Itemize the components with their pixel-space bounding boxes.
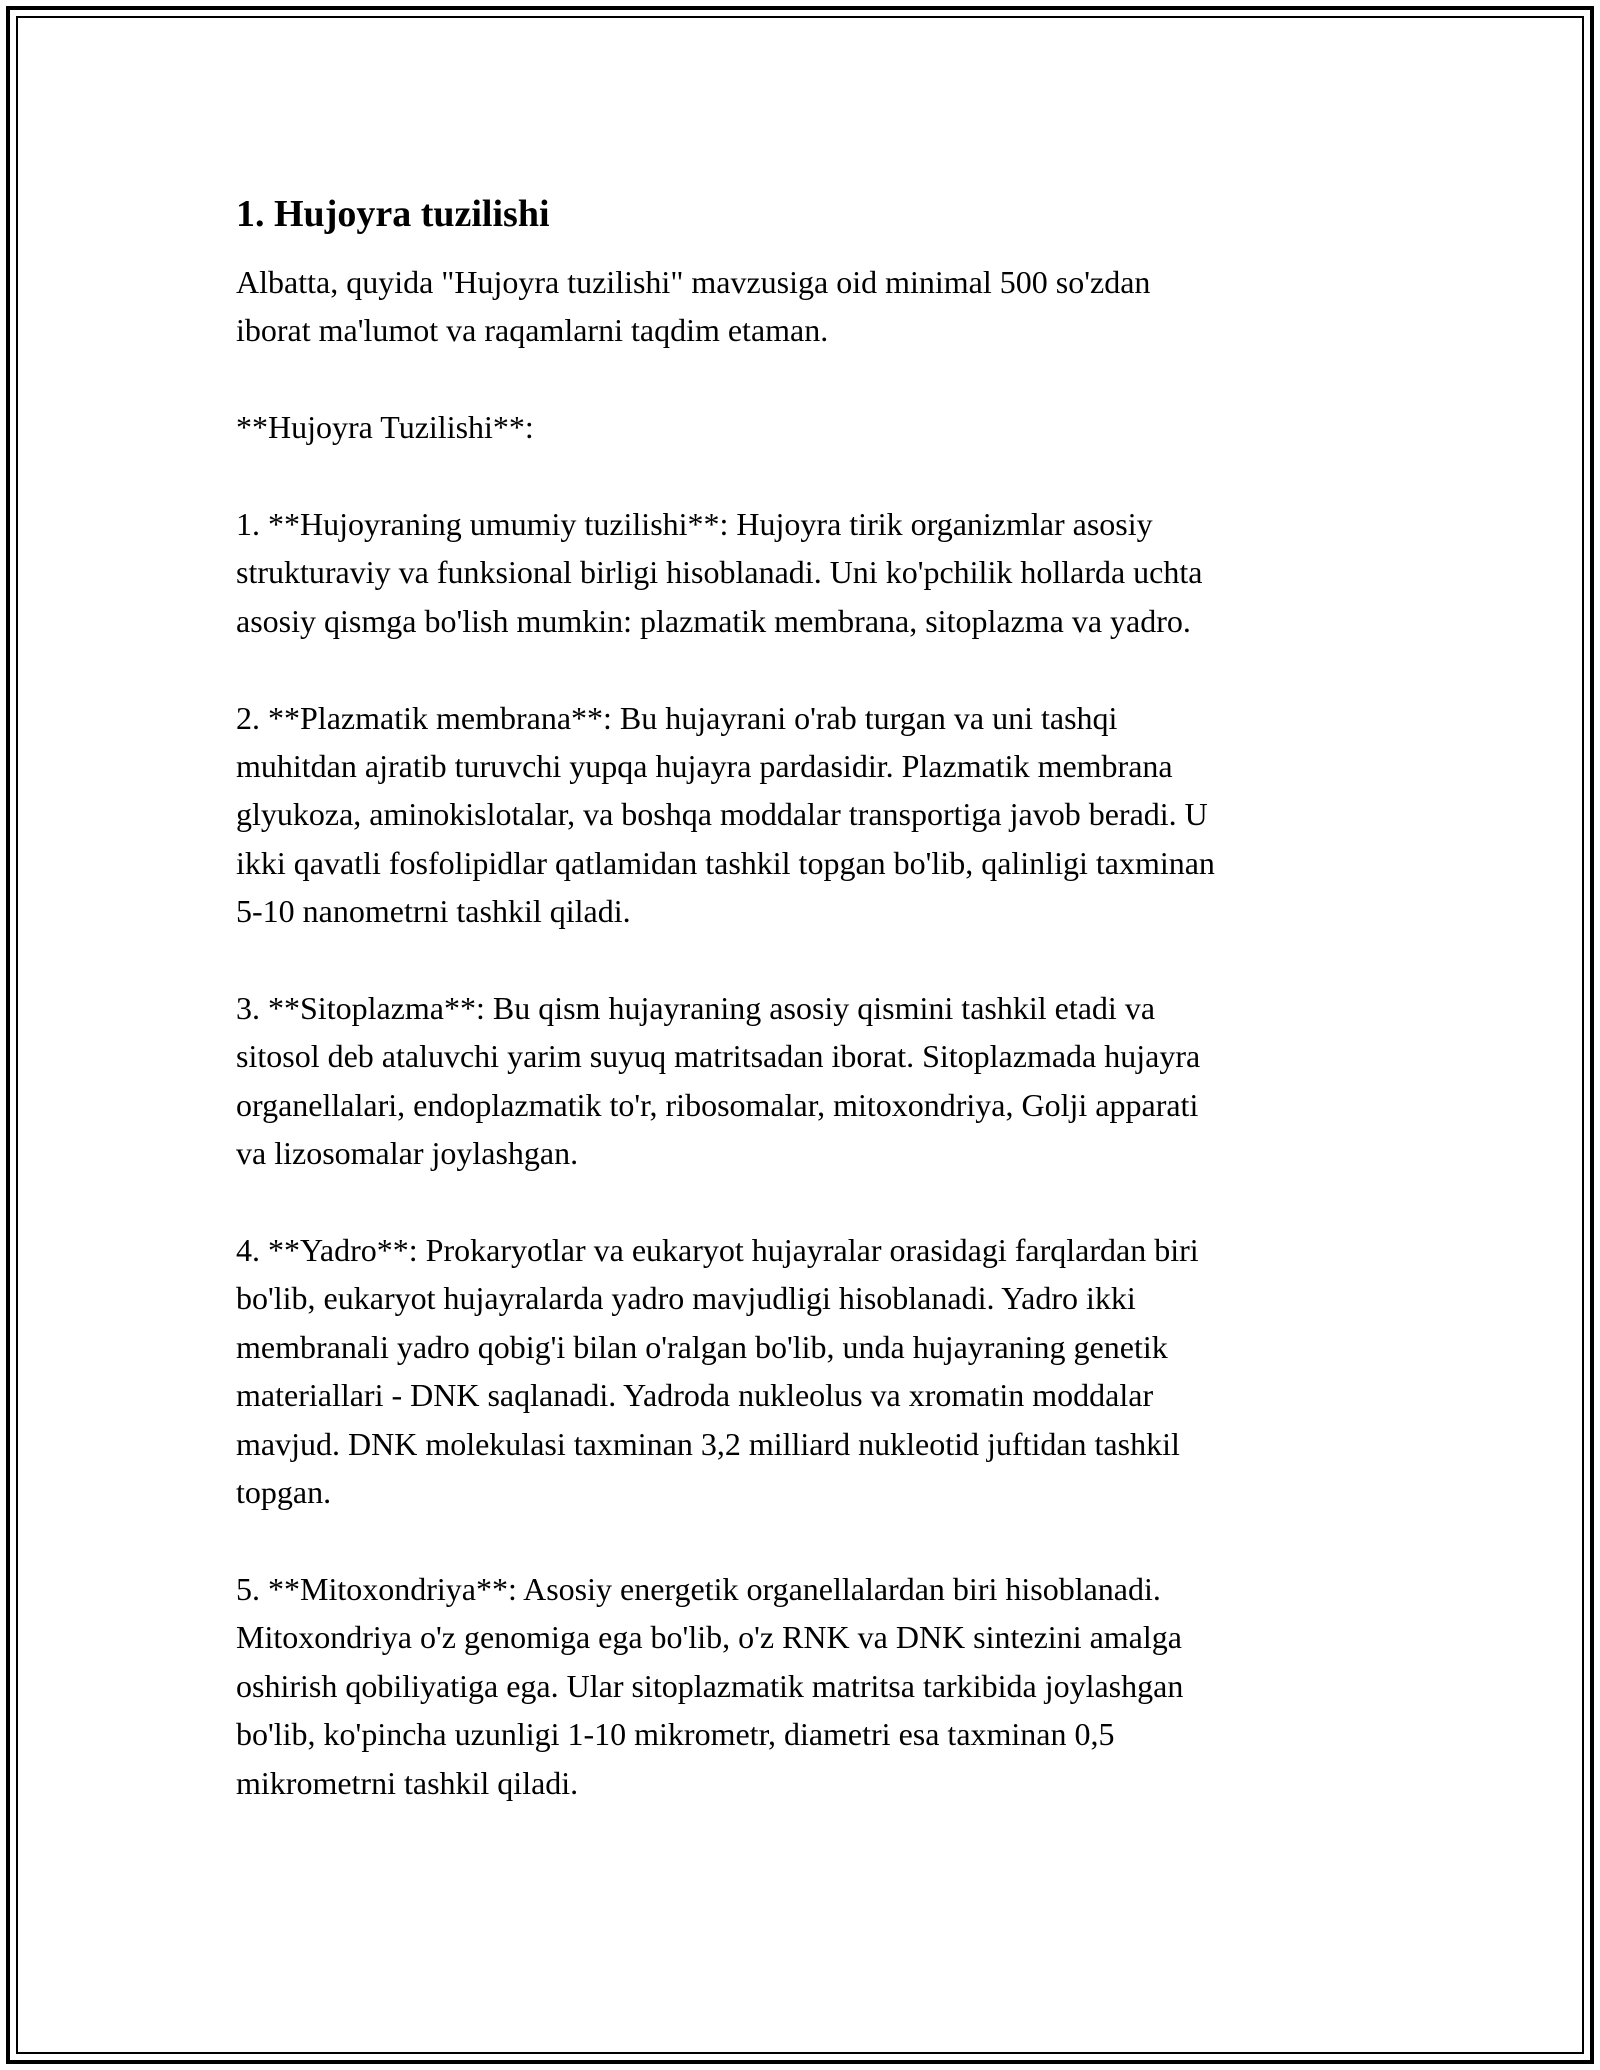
text-line: muhitdan ajratib turuvchi yupqa hujayra pardasidir. Plazmatik membrana (236, 748, 1173, 785)
text-line: 2. **Plazmatik membrana**: Bu hujayrani o'rab turgan va uni tashqi (236, 699, 1118, 736)
text-line: 3. **Sitoplazma**: Bu qism hujayraning asosiy qismini tashkil etadi va (236, 990, 1156, 1027)
text-line: mikrometrni tashkil qiladi. (236, 1764, 579, 1801)
text-line: materiallari - DNK saqlanadi. Yadroda nukleolus va xromatin moddalar (236, 1377, 1154, 1414)
text-line: bo'lib, eukaryot hujayralarda yadro mavjudligi hisoblanadi. Yadro ikki (236, 1280, 1136, 1317)
text-line: 1. **Hujoyraning umumiy tuzilishi**: Hujoyra tirik organizmlar asosiy (236, 506, 1153, 542)
text-line: mavjud. DNK molekulasi taxminan 3,2 milliard nukleotid juftidan tashkil (236, 1425, 1180, 1462)
text-line: strukturaviy va funksional birligi hisoblanadi. Uni ko'pchilik hollarda uchta (236, 554, 1203, 591)
text-line: oshirish qobiliyatiga ega. Ular sitoplazmatik matritsa tarkibida joylashgan (236, 1667, 1184, 1704)
paragraph (236, 1565, 1366, 1807)
document-body (236, 186, 1366, 1855)
paragraph (236, 694, 1366, 936)
paragraph (236, 500, 1366, 645)
paragraph (236, 403, 1366, 451)
text-line: bo'lib, ko'pincha uzunligi 1-10 mikrometr, diametri esa taxminan 0,5 (236, 1716, 1115, 1753)
paragraph (236, 1226, 1366, 1516)
document-title: 1. Hujoyra tuzilishi (236, 193, 550, 235)
paragraph (236, 258, 1366, 355)
text-line: Albatta, quyida "Hujoyra tuzilishi" mavzusiga oid minimal 500 so'zdan (236, 264, 1151, 300)
text-line: 5. **Mitoxondriya**: Asosiy energetik organellalardan biri hisoblanadi. (236, 1570, 1161, 1607)
text-line: sitosol deb ataluvchi yarim suyuq matritsadan iborat. Sitoplazmada hujayra (236, 1038, 1201, 1075)
text-line: va lizosomalar joylashgan. (236, 1135, 579, 1172)
text-line: Mitoxondriya o'z genomiga ega bo'lib, o'z RNK va DNK sintezini amalga (236, 1619, 1182, 1656)
text-line: 5-10 nanometrni tashkil qiladi. (236, 893, 631, 930)
text-line: iborat ma'lumot va raqamlarni taqdim etaman. (236, 312, 829, 349)
text-line: ikki qavatli fosfolipidlar qatlamidan tashkil topgan bo'lib, qalinligi taxminan (236, 844, 1215, 881)
text-line: organellalari, endoplazmatik to'r, ribosomalar, mitoxondriya, Golji apparati (236, 1086, 1199, 1123)
text-line: membranali yadro qobig'i bilan o'ralgan bo'lib, unda hujayraning genetik (236, 1328, 1168, 1365)
text-line: topgan. (236, 1474, 332, 1511)
text-line: **Hujoyra Tuzilishi**: (236, 409, 534, 446)
text-line: asosiy qismga bo'lish mumkin: plazmatik membrana, sitoplazma va yadro. (236, 602, 1191, 639)
text-line: glyukoza, aminokislotalar, va boshqa moddalar transportiga javob beradi. U (236, 796, 1208, 833)
text-line: 4. **Yadro**: Prokaryotlar va eukaryot hujayralar orasidagi farqlardan biri (236, 1232, 1199, 1269)
paragraph-list (236, 258, 1366, 1807)
paragraph (236, 984, 1366, 1178)
